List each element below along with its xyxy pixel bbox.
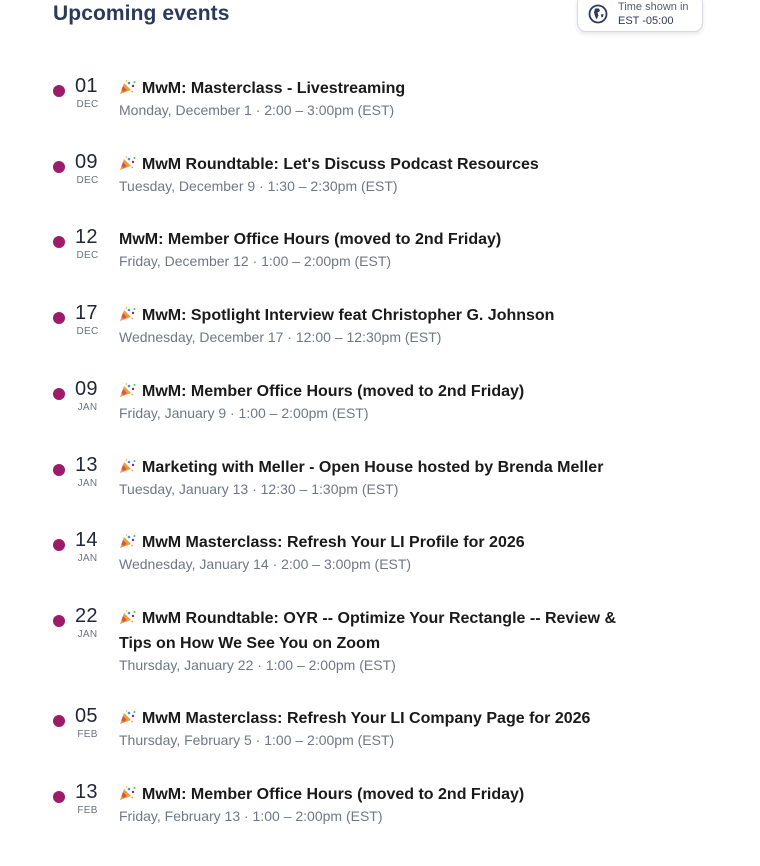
event-meta: Wednesday, December 17 · 12:00 – 12:30pm (EST): [119, 329, 442, 345]
event-dot: [53, 388, 65, 400]
party-popper-icon: [119, 383, 137, 398]
event-title[interactable]: [119, 530, 629, 555]
event-title-text: MwM Roundtable: Let's Discuss Podcast Resources: [142, 156, 539, 173]
event-month: DEC: [76, 250, 99, 261]
event-day: 01: [75, 75, 98, 97]
event-month: JAN: [77, 629, 98, 640]
event-day: 22: [75, 605, 98, 627]
event-month: FEB: [77, 729, 98, 740]
event-title-text: MwM: Member Office Hours (moved to 2nd Friday): [119, 231, 502, 248]
event-month: JAN: [77, 402, 98, 413]
event-day: 12: [75, 226, 98, 248]
timezone-selector[interactable]: [577, 0, 703, 32]
event-meta: Tuesday, December 9 · 1:30 – 2:30pm (EST): [119, 178, 398, 194]
event-title[interactable]: [119, 303, 629, 328]
event-meta: Tuesday, January 13 · 12:30 – 1:30pm (EST): [119, 481, 399, 497]
party-popper-icon: [119, 534, 137, 549]
party-popper-icon: [119, 80, 137, 95]
event-title-text: MwM Roundtable: OYR -- Optimize Your Rectangle -- Review & Tips on How We See You on Zoom: [119, 610, 617, 652]
event-meta: Friday, February 13 · 1:00 – 2:00pm (EST): [119, 808, 383, 824]
party-popper-icon: [119, 156, 137, 171]
event-dot: [53, 539, 65, 551]
event-day: 13: [75, 454, 98, 476]
party-popper-icon: [119, 307, 137, 322]
event-day: 09: [75, 151, 98, 173]
event-meta: Friday, January 9 · 1:00 – 2:00pm (EST): [119, 405, 369, 421]
event-day: 17: [75, 302, 98, 324]
event-title[interactable]: [119, 152, 629, 177]
event-title-text: MwM: Member Office Hours (moved to 2nd Friday): [142, 786, 525, 803]
event-dot: [53, 791, 65, 803]
event-title[interactable]: [119, 606, 629, 656]
event-meta: Thursday, January 22 · 1:00 – 2:00pm (EST): [119, 657, 396, 673]
event-title[interactable]: [119, 455, 629, 480]
party-popper-icon: [119, 710, 137, 725]
party-popper-icon: [119, 459, 137, 474]
event-dot: [53, 464, 65, 476]
event-title[interactable]: [119, 76, 629, 101]
page-title: Upcoming events: [53, 2, 230, 25]
timezone-value: EST -05:00: [618, 15, 674, 27]
event-month: DEC: [76, 99, 99, 110]
event-dot: [53, 312, 65, 324]
event-meta: Friday, December 12 · 1:00 – 2:00pm (EST): [119, 253, 392, 269]
event-meta: Monday, December 1 · 2:00 – 3:00pm (EST): [119, 102, 395, 118]
event-title[interactable]: [119, 782, 629, 807]
event-title[interactable]: [119, 379, 629, 404]
event-month: JAN: [77, 553, 98, 564]
event-meta: Wednesday, January 14 · 2:00 – 3:00pm (EST): [119, 556, 412, 572]
event-dot: [53, 715, 65, 727]
event-dot: [53, 236, 65, 248]
event-day: 05: [75, 705, 98, 727]
event-day: 09: [75, 378, 98, 400]
event-title[interactable]: [119, 706, 629, 731]
event-title-text: Marketing with Meller - Open House hosted by Brenda Meller: [142, 459, 604, 476]
event-title-text: MwM: Masterclass - Livestreaming: [142, 80, 406, 97]
party-popper-icon: [119, 786, 137, 801]
event-title-text: MwM Masterclass: Refresh Your LI Company Page for 2026: [142, 710, 591, 727]
party-popper-icon: [119, 610, 137, 625]
event-title-text: MwM: Member Office Hours (moved to 2nd Friday): [142, 383, 525, 400]
event-title[interactable]: [119, 227, 629, 252]
event-month: DEC: [76, 326, 99, 337]
event-day: 14: [75, 529, 98, 551]
event-title-text: MwM Masterclass: Refresh Your LI Profile for 2026: [142, 534, 525, 551]
event-day: 13: [75, 781, 98, 803]
event-dot: [53, 85, 65, 97]
timezone-label: Time shown in: [618, 1, 689, 13]
event-meta: Thursday, February 5 · 1:00 – 2:00pm (EST): [119, 732, 395, 748]
event-month: DEC: [76, 175, 99, 186]
globe-icon: [588, 4, 608, 24]
event-dot: [53, 161, 65, 173]
event-dot: [53, 615, 65, 627]
event-month: JAN: [77, 478, 98, 489]
event-month: FEB: [77, 805, 98, 816]
event-title-text: MwM: Spotlight Interview feat Christopher G. Johnson: [142, 307, 555, 324]
